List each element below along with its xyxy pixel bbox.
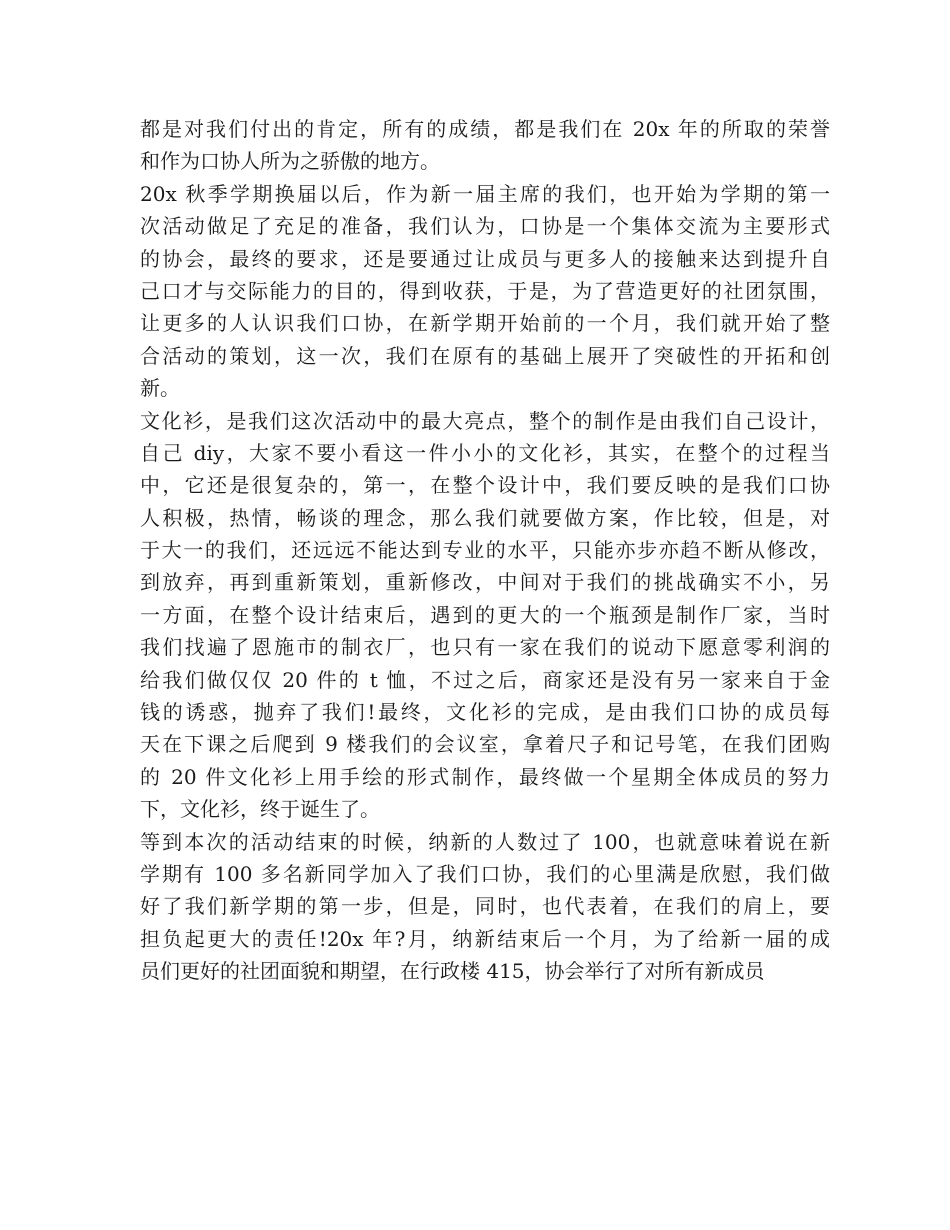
paragraph (140, 113, 830, 178)
text-line: 下，文化衫，终于诞生了。 (140, 797, 380, 822)
text-line: 给我们做仅仅 20 件的 t 恤，不过之后，商家还是没有另一家来自于金 (140, 667, 830, 692)
document-body (140, 113, 830, 988)
text-line: 的协会，最终的要求，还是要通过让成员与更多人的接触来达到提升自 (140, 246, 830, 271)
text-line: 中，它还是很复杂的，第一，在整个设计中，我们要反映的是我们口协 (140, 473, 830, 498)
text-line: 20x 秋季学期换届以后，作为新一届主席的我们，也开始为学期的第一 (140, 181, 830, 206)
text-line: 都是对我们付出的肯定，所有的成绩，都是我们在 20x 年的所取的荣誉 (140, 117, 830, 141)
paragraph (140, 178, 830, 405)
paragraph (140, 405, 830, 826)
text-line: 钱的诱惑，抛弃了我们!最终，文化衫的完成，是由我们口协的成员每 (140, 700, 830, 725)
text-line: 我们找遍了恩施市的制衣厂，也只有一家在我们的说动下愿意零利润的 (140, 635, 830, 660)
text-line: 让更多的人认识我们口协，在新学期开始前的一个月，我们就开始了整 (140, 311, 830, 336)
text-line: 员们更好的社团面貌和期望，在行政楼 415，协会举行了对所有新成员 (140, 959, 765, 984)
text-line: 次活动做足了充足的准备，我们认为，口协是一个集体交流为主要形式 (140, 214, 830, 239)
paragraph (140, 826, 830, 988)
text-line: 天在下课之后爬到 9 楼我们的会议室，拿着尺子和记号笔，在我们团购 (140, 732, 830, 757)
text-line: 一方面，在整个设计结束后，遇到的更大的一个瓶颈是制作厂家，当时 (140, 602, 830, 627)
text-line: 己口才与交际能力的目的，得到收获，于是，为了营造更好的社团氛围， (140, 278, 830, 303)
text-line: 的 20 件文化衫上用手绘的形式制作，最终做一个星期全体成员的努力 (140, 764, 830, 789)
text-line: 于大一的我们，还远远不能达到专业的水平，只能亦步亦趋不断从修改， (140, 538, 830, 563)
text-line: 和作为口协人所为之骄傲的地方。 (140, 149, 440, 174)
text-line: 合活动的策划，这一次，我们在原有的基础上展开了突破性的开拓和创 (140, 343, 830, 368)
text-line: 新。 (140, 376, 180, 401)
text-line: 好了我们新学期的第一步，但是，同时，也代表着，在我们的肩上，要 (140, 894, 830, 919)
text-line: 学期有 100 多名新同学加入了我们口协，我们的心里满是欣慰，我们做 (140, 861, 830, 886)
text-line: 等到本次的活动结束的时候，纳新的人数过了 100，也就意味着说在新 (140, 829, 830, 854)
text-line: 担负起更大的责任!20x 年?月，纳新结束后一个月，为了给新一届的成 (140, 926, 830, 951)
text-line: 人积极，热情，畅谈的理念，那么我们就要做方案，作比较，但是，对 (140, 505, 830, 530)
text-line: 文化衫，是我们这次活动中的最大亮点，整个的制作是由我们自己设计， (140, 408, 830, 433)
text-line: 到放弃，再到重新策划，重新修改，中间对于我们的挑战确实不小，另 (140, 570, 830, 595)
text-line: 自己 diy，大家不要小看这一件小小的文化衫，其实，在整个的过程当 (140, 440, 830, 465)
